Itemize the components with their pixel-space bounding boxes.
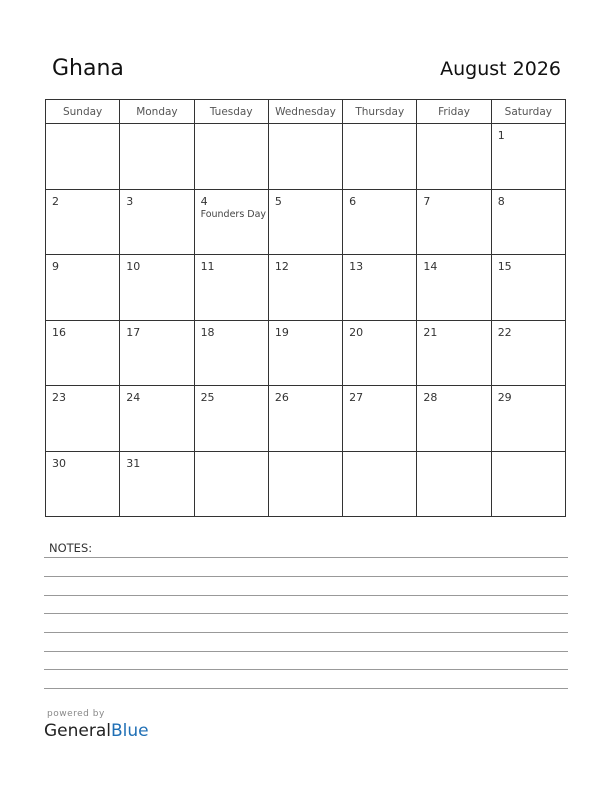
day-cell[interactable] [491,386,565,452]
day-number: 15 [497,260,512,273]
weekday-header: Thursday [343,100,417,124]
day-cell-content [343,452,416,457]
day-cell-content [492,452,565,457]
day-cell-content [343,190,416,208]
day-cell[interactable] [491,320,565,386]
day-number: 13 [349,260,364,273]
brand-general: General [44,721,111,741]
day-cell-content [269,124,342,129]
day-number: 6 [349,194,357,208]
weekday-header-row [46,100,566,124]
day-number: 17 [126,325,141,339]
day-cell[interactable] [417,451,491,517]
day-cell-content [195,321,268,339]
day-cell-content [417,255,490,273]
day-cell-content [269,452,342,457]
day-cell[interactable] [194,320,268,386]
day-cell[interactable] [343,124,417,190]
day-cell[interactable] [46,451,120,517]
day-cell[interactable] [194,451,268,517]
day-number: 5 [274,194,282,208]
day-cell[interactable] [194,386,268,452]
day-number: 3 [126,194,134,208]
day-number: 22 [497,325,512,339]
day-cell[interactable] [343,255,417,321]
day-cell-content [195,124,268,129]
day-cell[interactable] [194,124,268,190]
day-cell[interactable] [343,386,417,452]
brand-blue: Blue [111,721,149,741]
day-cell[interactable] [46,320,120,386]
day-number: 29 [497,391,512,404]
week-row [46,320,566,386]
day-cell-content [195,386,268,404]
day-cell[interactable] [417,386,491,452]
day-cell-content [417,321,490,339]
day-cell-content [269,386,342,404]
day-cell[interactable] [491,451,565,517]
week-row [46,451,566,517]
day-cell-content [343,124,416,129]
weekday-header: Friday [417,100,491,124]
note-line [44,576,568,577]
day-cell[interactable] [46,386,120,452]
day-number: 31 [126,456,141,470]
weekday-header: Tuesday [194,100,268,124]
month-title: August 2026 [440,58,561,80]
day-cell[interactable] [343,320,417,386]
day-cell[interactable] [491,189,565,255]
day-cell[interactable] [343,451,417,517]
day-cell-content [120,321,193,339]
day-cell-content [343,255,416,273]
calendar-grid [45,99,566,517]
day-cell[interactable] [268,124,342,190]
day-cell-content [417,190,490,208]
day-number: 19 [274,325,289,339]
day-cell[interactable] [268,451,342,517]
day-cell[interactable] [417,189,491,255]
day-number: 16 [52,325,66,339]
day-cell-content [46,386,119,404]
brand-logo[interactable] [44,721,149,741]
weekday-header: Sunday [46,100,120,124]
day-cell-content [269,255,342,273]
weekday-header: Wednesday [268,100,342,124]
day-number: 8 [497,194,505,208]
day-cell[interactable] [343,189,417,255]
day-cell-content [120,452,193,470]
day-cell-content [492,386,565,404]
day-number: 11 [200,260,215,273]
day-number: 23 [52,391,66,404]
day-cell[interactable] [417,255,491,321]
note-line [44,632,568,633]
weekday-header: Saturday [491,100,565,124]
day-cell-content [120,386,193,404]
day-cell-content [492,190,565,208]
day-cell[interactable] [120,320,194,386]
day-cell[interactable] [120,189,194,255]
day-cell-content [269,190,342,208]
day-number: 1 [497,129,505,142]
day-cell-content [343,321,416,339]
day-number: 21 [423,325,438,339]
day-cell[interactable] [417,124,491,190]
note-line [44,613,568,614]
weekday-header: Monday [120,100,194,124]
day-cell-content [343,386,416,404]
day-cell-content [492,255,565,273]
day-cell[interactable] [491,255,565,321]
day-cell-content [46,452,119,470]
day-cell[interactable] [194,255,268,321]
week-row [46,255,566,321]
day-number: 12 [274,260,289,273]
day-cell[interactable] [268,320,342,386]
day-cell[interactable] [120,255,194,321]
day-cell[interactable] [491,124,565,190]
day-cell[interactable] [194,189,268,255]
day-cell-content [417,124,490,129]
day-cell-content [46,321,119,339]
day-cell-content [269,321,342,339]
day-number: 2 [52,194,59,208]
day-cell[interactable] [268,255,342,321]
day-cell-content [120,190,193,208]
day-number: 14 [423,260,438,273]
day-number: 27 [349,391,364,404]
note-line [44,557,568,558]
day-cell[interactable] [46,124,120,190]
day-number: 7 [423,194,431,208]
day-number: 28 [423,391,438,404]
day-cell-content [195,452,268,457]
note-line [44,651,568,652]
day-cell-content [417,386,490,404]
week-row [46,189,566,255]
day-cell-content [492,321,565,339]
day-cell-content [46,124,119,129]
day-cell-content [120,255,193,273]
note-line [44,669,568,670]
day-number: 20 [349,325,364,339]
day-cell-content [195,255,268,273]
country-title: Ghana [52,56,124,81]
day-number: 25 [200,391,215,404]
day-cell[interactable] [120,124,194,190]
day-number: 9 [52,260,59,273]
day-cell[interactable] [268,189,342,255]
day-cell[interactable] [120,451,194,517]
day-number: 26 [274,391,289,404]
day-number: 24 [126,391,141,404]
day-number: 4 [200,194,208,208]
note-line [44,595,568,596]
calendar-body [46,124,566,517]
day-cell[interactable] [268,386,342,452]
day-number: 18 [200,325,215,339]
day-cell[interactable] [46,255,120,321]
day-cell-content [417,452,490,457]
week-row [46,386,566,452]
notes-label: NOTES: [49,541,93,555]
day-cell[interactable] [46,189,120,255]
day-cell-content [492,124,565,142]
day-cell[interactable] [120,386,194,452]
holiday-label: Founders Day [200,208,267,220]
day-cell-content [46,255,119,273]
day-number: 10 [126,260,141,273]
day-number: 30 [52,456,66,470]
day-cell-content [120,124,193,129]
day-cell-content [46,190,119,208]
powered-by-text: powered by [47,709,105,719]
week-row [46,124,566,190]
day-cell-content [195,190,268,221]
note-line [44,688,568,689]
day-cell[interactable] [417,320,491,386]
